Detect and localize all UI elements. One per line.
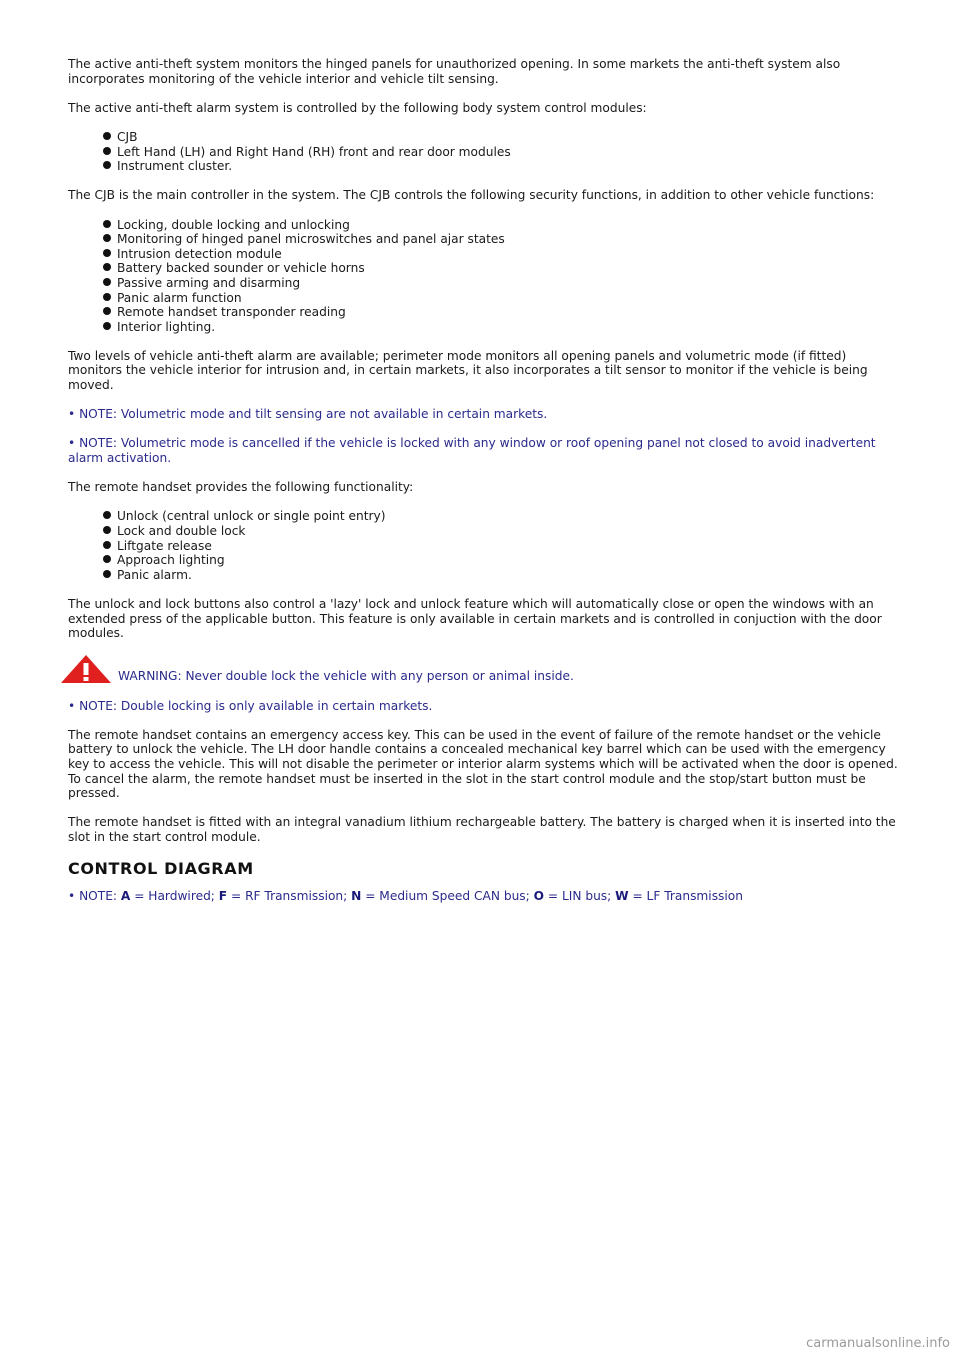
- legend-key: W: [615, 889, 629, 904]
- list-item: Intrusion detection module: [68, 247, 898, 262]
- list-item: Left Hand (LH) and Right Hand (RH) front and rear door modules: [68, 145, 898, 160]
- list-item: Locking, double locking and unlocking: [68, 218, 898, 233]
- paragraph-alarm-levels: Two levels of vehicle anti-theft alarm are available; perimeter mode monitors all opening panels and volumetric mode (if fitted) monitors the vehicle interior for intrusion and, in certain markets, it also incorporates a tilt sensor to monitor if the vehicle is being moved.: [68, 348, 868, 393]
- paragraph-intro: The active anti-theft system monitors the hinged panels for unauthorized opening. In some markets the anti-theft system also incorporates monitoring of the vehicle interior and vehicle tilt sensing.: [68, 57, 841, 86]
- warning-icon: [59, 653, 113, 685]
- legend-value: = LF Transmission: [628, 889, 743, 904]
- paragraph-battery: The remote handset is fitted with an integral vanadium lithium rechargeable battery. The battery is charged when it is inserted into the slot in the start control module.: [68, 815, 896, 844]
- list-item: Panic alarm.: [68, 568, 898, 583]
- list-item: Panic alarm function: [68, 291, 898, 306]
- list-security-functions: [68, 218, 898, 335]
- warning-block: [68, 655, 898, 684]
- note-diagram-legend: [68, 889, 898, 904]
- list-item: Instrument cluster.: [68, 159, 898, 174]
- list-item: Battery backed sounder or vehicle horns: [68, 261, 898, 276]
- note-volumetric-cancelled: • NOTE: Volumetric mode is cancelled if the vehicle is locked with any window or roof opening panel not closed to avoid inadvertent alarm activation.: [68, 436, 876, 466]
- list-control-modules: [68, 130, 898, 174]
- paragraph-remote-handset: The remote handset provides the following functionality:: [68, 480, 414, 495]
- paragraph-control-modules: The active anti-theft alarm system is controlled by the following body system control modules:: [68, 100, 647, 115]
- paragraph-emergency-key: The remote handset contains an emergency access key. This can be used in the event of failure of the remote handset or the vehicle battery to unlock the vehicle. The LH door handle contains a concealed mechanical key barrel which can be used with the emergency key to access the vehicle. This will not disable the perimeter or interior alarm systems which will be activated when the door is opened. To cancel the alarm, the remote handset must be inserted in the slot in the start control module and the stop/start button must be pressed.: [68, 727, 898, 801]
- warning-text: WARNING: Never double lock the vehicle with any person or animal inside.: [118, 669, 574, 684]
- watermark-text: carmanualsonline.info: [806, 1336, 950, 1352]
- legend-value: = RF Transmission;: [227, 889, 352, 904]
- list-item: Lock and double lock: [68, 524, 898, 539]
- list-item: CJB: [68, 130, 898, 145]
- legend-key: A: [120, 889, 131, 904]
- paragraph-lazy-lock: The unlock and lock buttons also control a 'lazy' lock and unlock feature which will automatically close or open the windows with an extended press of the applicable button. This feature is only available in certain markets and is controlled in conjuction with the door modules.: [68, 596, 882, 641]
- list-item: Monitoring of hinged panel microswitches and panel ajar states: [68, 232, 898, 247]
- list-item: Remote handset transponder reading: [68, 305, 898, 320]
- note-volumetric-availability: • NOTE: Volumetric mode and tilt sensing are not available in certain markets.: [68, 407, 548, 422]
- list-item: Interior lighting.: [68, 320, 898, 335]
- list-item: Liftgate release: [68, 539, 898, 554]
- list-item: Approach lighting: [68, 553, 898, 568]
- paragraph-cjb: The CJB is the main controller in the system. The CJB controls the following security functions, in addition to other vehicle functions:: [68, 188, 875, 203]
- list-item: Unlock (central unlock or single point entry): [68, 509, 898, 524]
- legend-key: N: [351, 889, 362, 904]
- legend-key: O: [533, 889, 544, 904]
- legend-value: = LIN bus;: [544, 889, 616, 904]
- list-item: Passive arming and disarming: [68, 276, 898, 291]
- list-handset-functions: [68, 509, 898, 582]
- section-heading: CONTROL DIAGRAM: [68, 859, 254, 879]
- note-double-locking: • NOTE: Double locking is only available in certain markets.: [68, 698, 433, 713]
- legend-value: = Hardwired;: [130, 889, 219, 904]
- legend-key: F: [218, 889, 228, 904]
- note-prefix: • NOTE:: [68, 889, 121, 904]
- legend-value: = Medium Speed CAN bus;: [361, 889, 534, 904]
- document-page: [68, 57, 898, 918]
